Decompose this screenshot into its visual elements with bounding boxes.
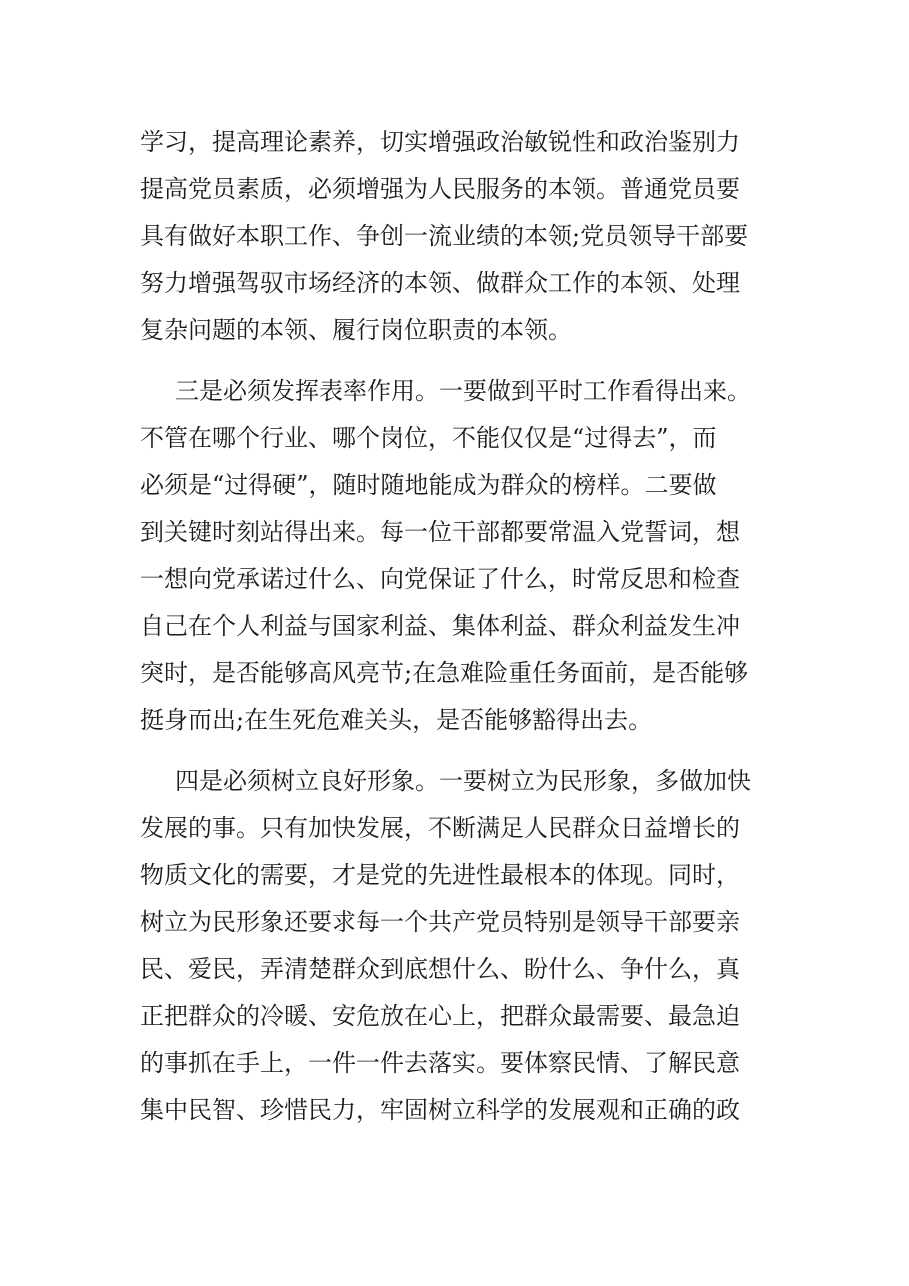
text-line: [0, 602, 909, 650]
line-text: 发展的事。只有加快发展，不断满足人民群众日益增长的: [140, 814, 740, 842]
text-line: [0, 804, 909, 852]
line-text: 复杂问题的本领、履行岗位职责的本领。: [140, 316, 572, 344]
text-line: [0, 945, 909, 993]
text-line: [0, 414, 909, 462]
text-line: [0, 1086, 909, 1134]
line-text: 一想向党承诺过什么、向党保证了什么，时常反思和检查: [140, 565, 740, 593]
text-line: [0, 1039, 909, 1087]
text-line: [0, 992, 909, 1040]
text-line: [0, 212, 909, 260]
text-line: [0, 696, 909, 744]
line-text: 提高党员素质，必须增强为人民服务的本领。普通党员要: [140, 175, 740, 203]
line-text: 三是必须发挥表率作用。一要做到平时工作看得出来。: [175, 377, 751, 405]
line-text: 树立为民形象还要求每一个共产党员特别是领导干部要亲: [140, 908, 740, 936]
text-line: [0, 165, 909, 213]
text-line: [0, 461, 909, 509]
line-text: 的事抓在手上，一件一件去落实。要体察民情、了解民意: [140, 1049, 740, 1077]
line-text: 正把群众的冷暖、安危放在心上，把群众最需要、最急迫: [140, 1002, 740, 1030]
line-text: 具有做好本职工作、争创一流业绩的本领;党员领导干部要: [140, 222, 749, 250]
line-text: 学习，提高理论素养，切实增强政治敏锐性和政治鉴别力: [140, 128, 740, 156]
text-line: [0, 508, 909, 556]
text-line: [0, 851, 909, 899]
line-text: 集中民智、珍惜民力，牢固树立科学的发展观和正确的政: [140, 1096, 740, 1124]
line-text: 挺身而出;在生死危难关头，是否能够豁得出去。: [140, 706, 653, 734]
text-line: [0, 898, 909, 946]
line-text: 不管在哪个行业、哪个岗位，不能仅仅是“过得去”，而: [140, 424, 717, 452]
line-text: 到关键时刻站得出来。每一位干部都要常温入党誓词，想: [140, 518, 740, 546]
text-line: [0, 118, 909, 166]
text-line: [0, 649, 909, 697]
line-text: 自己在个人利益与国家利益、集体利益、群众利益发生冲: [140, 612, 740, 640]
line-text: 物质文化的需要，才是党的先进性最根本的体现。同时，: [140, 861, 740, 889]
text-line: [0, 757, 909, 805]
line-text: 四是必须树立良好形象。一要树立为民形象，多做加快: [175, 767, 751, 795]
text-line: [0, 367, 909, 415]
line-text: 必须是“过得硬”，随时随地能成为群众的榜样。二要做: [140, 471, 717, 499]
text-line: [0, 259, 909, 307]
line-text: 民、爱民，弄清楚群众到底想什么、盼什么、争什么，真: [140, 955, 740, 983]
line-text: 突时，是否能够高风亮节;在急难险重任务面前，是否能够: [140, 659, 749, 687]
line-text: 努力增强驾驭市场经济的本领、做群众工作的本领、处理: [140, 269, 740, 297]
text-line: [0, 306, 909, 354]
text-line: [0, 555, 909, 603]
